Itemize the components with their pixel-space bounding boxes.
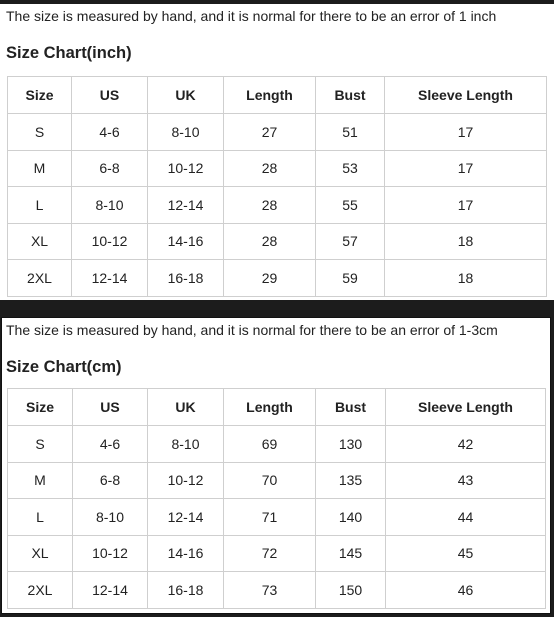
size-table-cm xyxy=(7,388,546,609)
table-cell: 2XL xyxy=(8,572,73,609)
table-cell: 10-12 xyxy=(73,535,148,572)
table-row xyxy=(8,535,546,572)
header-cell: Bust xyxy=(316,389,386,426)
table-cell: 18 xyxy=(385,260,547,297)
table-cell: XL xyxy=(8,535,73,572)
table-row xyxy=(8,187,547,224)
table-cell: 140 xyxy=(316,499,386,536)
table-cell: 8-10 xyxy=(148,114,224,151)
table-cell: 8-10 xyxy=(148,426,224,463)
table-cell: 69 xyxy=(224,426,316,463)
table-cell: 10-12 xyxy=(72,223,148,260)
table-cell: 14-16 xyxy=(148,535,224,572)
table-cell: 150 xyxy=(316,572,386,609)
header-cell: Length xyxy=(224,77,316,114)
table-cell: 135 xyxy=(316,462,386,499)
table-cell: 16-18 xyxy=(148,260,224,297)
header-cell: Bust xyxy=(316,77,385,114)
table-cell: 59 xyxy=(316,260,385,297)
table-cell: S xyxy=(8,114,72,151)
table-cell: 17 xyxy=(385,187,547,224)
size-chart-inch-panel xyxy=(0,4,554,300)
table-row xyxy=(8,499,546,536)
table-cell: 55 xyxy=(316,187,385,224)
table-cell: 44 xyxy=(386,499,546,536)
size-table-inch xyxy=(7,76,547,297)
table-row xyxy=(8,572,546,609)
header-cell: UK xyxy=(148,77,224,114)
table-cell: 10-12 xyxy=(148,462,224,499)
table-cell: 28 xyxy=(224,150,316,187)
table-row xyxy=(8,150,547,187)
header-cell: Size xyxy=(8,77,72,114)
table-cell: 12-14 xyxy=(72,260,148,297)
header-cell: Size xyxy=(8,389,73,426)
table-cell: 12-14 xyxy=(148,499,224,536)
table-cell: 42 xyxy=(386,426,546,463)
table-cell: 145 xyxy=(316,535,386,572)
table-cell: 2XL xyxy=(8,260,72,297)
table-cell: 53 xyxy=(316,150,385,187)
header-cell: US xyxy=(72,77,148,114)
table-cell: 10-12 xyxy=(148,150,224,187)
chart-title: Size Chart(cm) xyxy=(6,358,122,376)
table-cell: 43 xyxy=(386,462,546,499)
table-header-row xyxy=(8,389,546,426)
table-cell: 70 xyxy=(224,462,316,499)
table-cell: 17 xyxy=(385,150,547,187)
size-chart-cm-panel xyxy=(1,317,551,614)
measurement-note: The size is measured by hand, and it is normal for there to be an error of 1-3cm xyxy=(6,322,498,338)
table-cell: 28 xyxy=(224,187,316,224)
table-cell: 12-14 xyxy=(73,572,148,609)
table-cell: M xyxy=(8,150,72,187)
table-cell: 130 xyxy=(316,426,386,463)
header-cell: Length xyxy=(224,389,316,426)
table-row xyxy=(8,260,547,297)
table-cell: 71 xyxy=(224,499,316,536)
table-cell: L xyxy=(8,187,72,224)
header-cell: UK xyxy=(148,389,224,426)
table-header-row xyxy=(8,77,547,114)
table-cell: 46 xyxy=(386,572,546,609)
table-cell: 16-18 xyxy=(148,572,224,609)
table-cell: 6-8 xyxy=(73,462,148,499)
table-row xyxy=(8,114,547,151)
table-cell: 6-8 xyxy=(72,150,148,187)
table-row xyxy=(8,462,546,499)
table-row xyxy=(8,223,547,260)
table-cell: 72 xyxy=(224,535,316,572)
table-cell: 18 xyxy=(385,223,547,260)
table-cell: 29 xyxy=(224,260,316,297)
table-cell: 14-16 xyxy=(148,223,224,260)
table-row xyxy=(8,426,546,463)
table-cell: S xyxy=(8,426,73,463)
table-cell: XL xyxy=(8,223,72,260)
table-cell: 28 xyxy=(224,223,316,260)
table-cell: 73 xyxy=(224,572,316,609)
table-cell: M xyxy=(8,462,73,499)
table-cell: 17 xyxy=(385,114,547,151)
header-cell: Sleeve Length xyxy=(386,389,546,426)
table-cell: 8-10 xyxy=(72,187,148,224)
table-cell: 27 xyxy=(224,114,316,151)
table-cell: 45 xyxy=(386,535,546,572)
table-cell: 4-6 xyxy=(72,114,148,151)
table-cell: 57 xyxy=(316,223,385,260)
table-cell: 12-14 xyxy=(148,187,224,224)
table-cell: L xyxy=(8,499,73,536)
table-cell: 51 xyxy=(316,114,385,151)
table-cell: 8-10 xyxy=(73,499,148,536)
table-cell: 4-6 xyxy=(73,426,148,463)
chart-title: Size Chart(inch) xyxy=(6,44,132,62)
header-cell: Sleeve Length xyxy=(385,77,547,114)
header-cell: US xyxy=(73,389,148,426)
measurement-note: The size is measured by hand, and it is normal for there to be an error of 1 inch xyxy=(6,8,497,24)
